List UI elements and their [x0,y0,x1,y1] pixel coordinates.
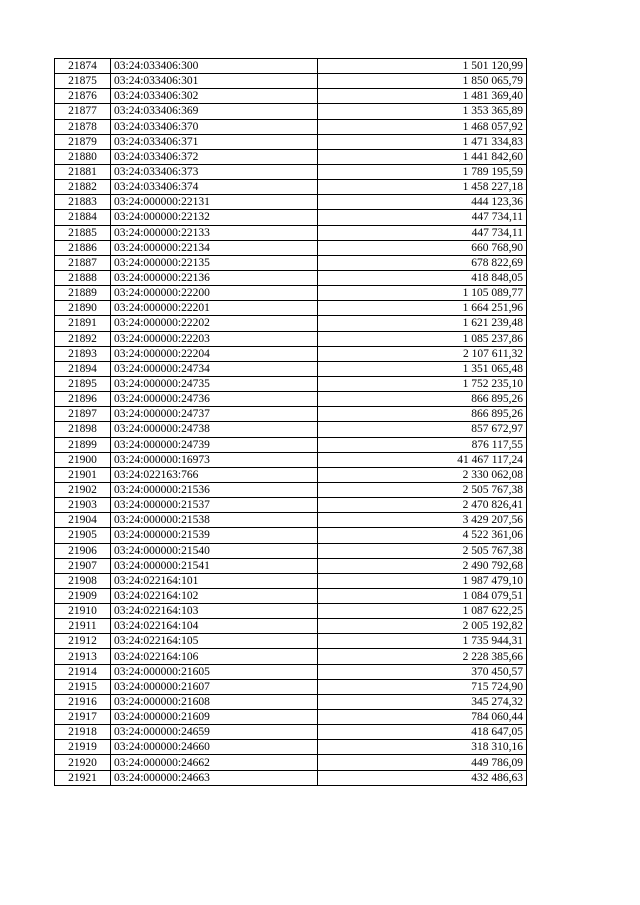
row-number-cell: 21890 [55,301,111,316]
table-row [55,270,527,285]
table-row [55,392,527,407]
cadastral-number-cell: 03:24:000000:24660 [111,740,318,755]
cadastral-number-cell: 03:24:033406:371 [111,134,318,149]
cadastral-value-cell: 2 470 826,41 [318,498,527,513]
cadastral-number-cell: 03:24:000000:22132 [111,210,318,225]
row-number-cell: 21880 [55,149,111,164]
table-row [55,346,527,361]
table-row [55,301,527,316]
cadastral-number-cell: 03:24:000000:22202 [111,316,318,331]
cadastral-value-cell: 857 672,97 [318,422,527,437]
cadastral-value-cell: 2 505 767,38 [318,482,527,497]
cadastral-value-cell: 370 450,57 [318,664,527,679]
table-row [55,89,527,104]
table-row [55,376,527,391]
table-row [55,104,527,119]
row-number-cell: 21889 [55,286,111,301]
cadastral-number-cell: 03:24:000000:22203 [111,331,318,346]
row-number-cell: 21892 [55,331,111,346]
row-number-cell: 21914 [55,664,111,679]
table-row [55,588,527,603]
cadastral-number-cell: 03:24:033406:370 [111,119,318,134]
table-row [55,573,527,588]
row-number-cell: 21907 [55,558,111,573]
cadastral-value-cell: 318 310,16 [318,740,527,755]
row-number-cell: 21919 [55,740,111,755]
row-number-cell: 21886 [55,240,111,255]
cadastral-number-cell: 03:24:033406:300 [111,59,318,74]
table-row [55,331,527,346]
cadastral-value-cell: 3 429 207,56 [318,513,527,528]
cadastral-number-cell: 03:24:033406:374 [111,180,318,195]
cadastral-value-cell: 418 848,05 [318,270,527,285]
cadastral-value-cell: 1 735 944,31 [318,634,527,649]
cadastral-value-cell: 2 228 385,66 [318,649,527,664]
row-number-cell: 21878 [55,119,111,134]
row-number-cell: 21921 [55,770,111,785]
row-number-cell: 21915 [55,679,111,694]
row-number-cell: 21885 [55,225,111,240]
row-number-cell: 21906 [55,543,111,558]
cadastral-value-cell: 447 734,11 [318,225,527,240]
cadastral-value-cell: 1 353 365,89 [318,104,527,119]
cadastral-value-table [54,58,527,786]
table-row [55,740,527,755]
cadastral-number-cell: 03:24:000000:22135 [111,255,318,270]
row-number-cell: 21884 [55,210,111,225]
cadastral-value-cell: 2 505 767,38 [318,543,527,558]
cadastral-number-cell: 03:24:000000:24659 [111,725,318,740]
cadastral-number-cell: 03:24:000000:16973 [111,452,318,467]
cadastral-value-cell: 1 501 120,99 [318,59,527,74]
row-number-cell: 21877 [55,104,111,119]
table-row [55,422,527,437]
table-row [55,452,527,467]
row-number-cell: 21910 [55,604,111,619]
row-number-cell: 21905 [55,528,111,543]
row-number-cell: 21879 [55,134,111,149]
row-number-cell: 21887 [55,255,111,270]
cadastral-value-cell: 1 468 057,92 [318,119,527,134]
table-row [55,316,527,331]
cadastral-number-cell: 03:24:000000:21540 [111,543,318,558]
table-row [55,482,527,497]
cadastral-value-cell: 447 734,11 [318,210,527,225]
cadastral-number-cell: 03:24:022164:104 [111,619,318,634]
cadastral-value-cell: 1 481 369,40 [318,89,527,104]
cadastral-value-cell: 449 786,09 [318,755,527,770]
cadastral-number-cell: 03:24:000000:22201 [111,301,318,316]
table-row [55,195,527,210]
table-row [55,513,527,528]
table-row [55,361,527,376]
row-number-cell: 21891 [55,316,111,331]
table-row [55,664,527,679]
table-row [55,634,527,649]
row-number-cell: 21904 [55,513,111,528]
table-row [55,770,527,785]
table-row [55,210,527,225]
cadastral-number-cell: 03:24:000000:22204 [111,346,318,361]
cadastral-number-cell: 03:24:000000:21607 [111,679,318,694]
cadastral-value-cell: 1 471 334,83 [318,134,527,149]
cadastral-value-cell: 1 789 195,59 [318,164,527,179]
cadastral-value-cell: 418 647,05 [318,725,527,740]
row-number-cell: 21908 [55,573,111,588]
cadastral-number-cell: 03:24:000000:21608 [111,694,318,709]
cadastral-number-cell: 03:24:033406:301 [111,74,318,89]
cadastral-value-cell: 432 486,63 [318,770,527,785]
cadastral-value-cell: 2 490 792,68 [318,558,527,573]
cadastral-value-cell: 41 467 117,24 [318,452,527,467]
cadastral-number-cell: 03:24:033406:369 [111,104,318,119]
row-number-cell: 21913 [55,649,111,664]
table-row [55,498,527,513]
cadastral-value-cell: 866 895,26 [318,407,527,422]
cadastral-number-cell: 03:24:000000:24734 [111,361,318,376]
table-row [55,164,527,179]
table-row [55,604,527,619]
cadastral-value-cell: 345 274,32 [318,694,527,709]
row-number-cell: 21917 [55,710,111,725]
cadastral-value-cell: 1 850 065,79 [318,74,527,89]
table-row [55,119,527,134]
cadastral-number-cell: 03:24:033406:373 [111,164,318,179]
cadastral-value-cell: 1 664 251,96 [318,301,527,316]
cadastral-value-cell: 2 107 611,32 [318,346,527,361]
row-number-cell: 21899 [55,437,111,452]
cadastral-value-cell: 1 458 227,18 [318,180,527,195]
cadastral-value-cell: 1 441 842,60 [318,149,527,164]
cadastral-number-cell: 03:24:000000:22136 [111,270,318,285]
cadastral-number-cell: 03:24:022163:766 [111,467,318,482]
cadastral-value-cell: 678 822,69 [318,255,527,270]
table-row [55,694,527,709]
cadastral-value-cell: 1 085 237,86 [318,331,527,346]
row-number-cell: 21888 [55,270,111,285]
cadastral-value-cell: 660 768,90 [318,240,527,255]
row-number-cell: 21893 [55,346,111,361]
row-number-cell: 21902 [55,482,111,497]
table-row [55,240,527,255]
table-row [55,755,527,770]
cadastral-number-cell: 03:24:000000:24737 [111,407,318,422]
cadastral-value-cell: 1 087 622,25 [318,604,527,619]
cadastral-number-cell: 03:24:000000:21541 [111,558,318,573]
row-number-cell: 21896 [55,392,111,407]
cadastral-value-cell: 2 330 062,08 [318,467,527,482]
cadastral-value-cell: 866 895,26 [318,392,527,407]
row-number-cell: 21882 [55,180,111,195]
cadastral-number-cell: 03:24:000000:22200 [111,286,318,301]
table-row [55,558,527,573]
row-number-cell: 21875 [55,74,111,89]
cadastral-number-cell: 03:24:000000:22131 [111,195,318,210]
row-number-cell: 21874 [55,59,111,74]
cadastral-value-cell: 1 621 239,48 [318,316,527,331]
cadastral-number-cell: 03:24:000000:22133 [111,225,318,240]
table-row [55,467,527,482]
row-number-cell: 21911 [55,619,111,634]
row-number-cell: 21909 [55,588,111,603]
table-row [55,710,527,725]
cadastral-value-cell: 715 724,90 [318,679,527,694]
cadastral-number-cell: 03:24:000000:24662 [111,755,318,770]
cadastral-number-cell: 03:24:000000:21539 [111,528,318,543]
row-number-cell: 21894 [55,361,111,376]
cadastral-number-cell: 03:24:022164:105 [111,634,318,649]
cadastral-number-cell: 03:24:000000:24739 [111,437,318,452]
row-number-cell: 21876 [55,89,111,104]
row-number-cell: 21897 [55,407,111,422]
cadastral-number-cell: 03:24:000000:21609 [111,710,318,725]
cadastral-number-cell: 03:24:000000:24735 [111,376,318,391]
cadastral-value-cell: 2 005 192,82 [318,619,527,634]
table-row [55,225,527,240]
cadastral-value-cell: 784 060,44 [318,710,527,725]
cadastral-value-cell: 1 084 079,51 [318,588,527,603]
table-row [55,437,527,452]
cadastral-value-cell: 1 351 065,48 [318,361,527,376]
table-row [55,255,527,270]
cadastral-number-cell: 03:24:000000:21536 [111,482,318,497]
row-number-cell: 21898 [55,422,111,437]
table-row [55,74,527,89]
row-number-cell: 21883 [55,195,111,210]
cadastral-number-cell: 03:24:022164:101 [111,573,318,588]
table-row [55,59,527,74]
row-number-cell: 21920 [55,755,111,770]
table-row [55,180,527,195]
cadastral-number-cell: 03:24:022164:106 [111,649,318,664]
cadastral-value-cell: 876 117,55 [318,437,527,452]
cadastral-number-cell: 03:24:000000:21605 [111,664,318,679]
cadastral-value-cell: 1 752 235,10 [318,376,527,391]
table-row [55,286,527,301]
cadastral-number-cell: 03:24:022164:103 [111,604,318,619]
table-row [55,149,527,164]
cadastral-number-cell: 03:24:000000:24736 [111,392,318,407]
cadastral-number-cell: 03:24:000000:24738 [111,422,318,437]
cadastral-number-cell: 03:24:000000:21537 [111,498,318,513]
cadastral-number-cell: 03:24:022164:102 [111,588,318,603]
cadastral-number-cell: 03:24:033406:302 [111,89,318,104]
table-row [55,407,527,422]
table-row [55,619,527,634]
table-body [55,59,527,786]
table-row [55,134,527,149]
row-number-cell: 21916 [55,694,111,709]
row-number-cell: 21901 [55,467,111,482]
table-row [55,543,527,558]
row-number-cell: 21900 [55,452,111,467]
cadastral-number-cell: 03:24:000000:24663 [111,770,318,785]
cadastral-value-cell: 1 105 089,77 [318,286,527,301]
cadastral-value-cell: 4 522 361,06 [318,528,527,543]
cadastral-value-cell: 1 987 479,10 [318,573,527,588]
cadastral-value-cell: 444 123,36 [318,195,527,210]
row-number-cell: 21881 [55,164,111,179]
cadastral-number-cell: 03:24:000000:22134 [111,240,318,255]
row-number-cell: 21903 [55,498,111,513]
table-row [55,725,527,740]
row-number-cell: 21912 [55,634,111,649]
row-number-cell: 21895 [55,376,111,391]
cadastral-number-cell: 03:24:000000:21538 [111,513,318,528]
table-row [55,649,527,664]
table-row [55,528,527,543]
cadastral-number-cell: 03:24:033406:372 [111,149,318,164]
table-row [55,679,527,694]
row-number-cell: 21918 [55,725,111,740]
